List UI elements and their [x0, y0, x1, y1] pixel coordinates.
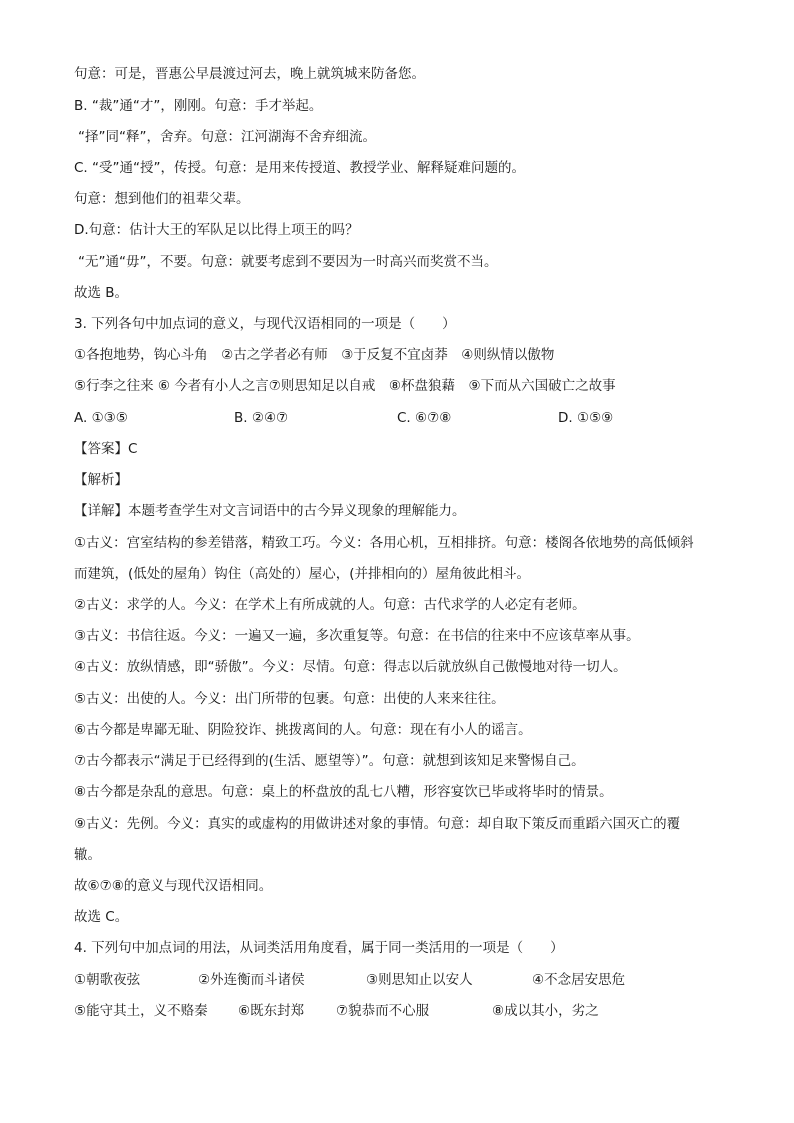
explanation-line: ④古义：放纵情感，即“骄傲”。今义：尽情。句意：得志以后就放纵自己傲慢地对待一切人。 — [74, 659, 627, 675]
answer-value: C — [128, 441, 138, 457]
explanation-line: ②古义：求学的人。今义：在学术上有所成就的人。句意：古代求学的人必定有老师。 — [74, 597, 586, 613]
question-4-items-row — [74, 970, 754, 990]
text-line: “无”通“毋”，不要。句意：就要考虑到不要因为一时高兴而奖赏不当。 — [78, 254, 498, 270]
answer-tag: 【答案】 — [74, 441, 128, 457]
q4-item: ②外连衡而斗诸侯 — [198, 972, 305, 988]
option-a: A. ①③⑤ — [74, 410, 128, 426]
q4-item: ⑥既东封郑 — [238, 1003, 305, 1019]
question-3-items: ⑤行李之往来 ⑥ 今者有小人之言⑦则思知足以自戒 ⑧杯盘狼藉 ⑨下而从六国破亡之故事 — [74, 378, 616, 394]
explanation-line: ⑥古今都是卑鄙无耻、阴险狡诈、挑拨离间的人。句意：现在有小人的谣言。 — [74, 722, 532, 738]
explanation-line: ⑦古今都表示“满足于已经得到的(生活、愿望等）”。句意：就想到该知足来警惕自己。 — [74, 753, 585, 769]
explanation-line: ①古义：宫室结构的参差错落，精致工巧。今义：各用心机，互相排挤。句意：楼阁各依地势的高低倾斜 — [74, 535, 694, 551]
q4-item: ⑤能守其土，义不赂秦 — [74, 1003, 208, 1019]
explanation-line: ⑨古义：先例。今义：真实的或虚构的用做讲述对象的事情。句意：却自取下策反而重蹈六国灭亡的覆 — [74, 816, 681, 832]
explanation-line: 而建筑，(低处的屋角）钩住（高处的）屋心，(并排相向的）屋角彼此相斗。 — [74, 566, 531, 582]
q4-item: ①朝歌夜弦 — [74, 972, 141, 988]
option-d: D. ①⑤⑨ — [558, 410, 614, 426]
conclusion-line: 故⑥⑦⑧的意义与现代汉语相同。 — [74, 878, 273, 894]
text-line: 句意：想到他们的祖辈父辈。 — [74, 191, 250, 207]
explanation-line: 辙。 — [74, 847, 101, 863]
question-3-items: ①各抱地势，钩心斗角 ②古之学者必有师 ③于反复不宜卤莽 ④则纵情以傲物 — [74, 347, 555, 363]
text-line: C. “受”通“授”，传授。句意：是用来传授道、教授学业、解释疑难问题的。 — [74, 160, 525, 176]
analysis-tag: 【解析】 — [74, 472, 128, 488]
explanation-line: ⑤古义：出使的人。今义：出门所带的包裹。句意：出使的人来来往往。 — [74, 691, 505, 707]
q4-item: ⑧成以其小，劣之 — [492, 1003, 599, 1019]
text-line: 故选 B。 — [74, 285, 129, 301]
explanation-line: ⑧古今都是杂乱的意思。句意：桌上的杯盘放的乱七八糟，形容宴饮已毕或将毕时的情景。 — [74, 784, 613, 800]
q4-item: ⑦貌恭而不心服 — [336, 1003, 430, 1019]
text-line: “择”同“释”，舍弃。句意：江河湖海不舍弃细流。 — [78, 129, 376, 145]
answer-line — [74, 439, 754, 459]
detail-text: 本题考查学生对文言词语中的古今异义现象的理解能力。 — [128, 503, 466, 519]
detail-tag: 【详解】 — [74, 503, 128, 519]
explanation-line: ③古义：书信往返。今义：一遍又一遍，多次重复等。句意：在书信的往来中不应该草率从事。 — [74, 628, 640, 644]
question-4-stem: 4. 下列句中加点词的用法，从词类活用角度看，属于同一类活用的一项是（ ） — [74, 940, 564, 956]
q4-item: ③则思知止以安人 — [366, 972, 473, 988]
choice-line: 故选 C。 — [74, 909, 129, 925]
question-3-options — [74, 408, 754, 428]
option-b: B. ②④⑦ — [234, 410, 289, 426]
question-3-stem: 3. 下列各句中加点词的意义，与现代汉语相同的一项是（ ） — [74, 316, 456, 332]
text-line: B. “裁”通“才”，刚刚。句意：手才举起。 — [74, 98, 323, 114]
question-4-items-row — [74, 1001, 754, 1021]
text-line: 句意：可是，晋惠公早晨渡过河去，晚上就筑城来防备您。 — [74, 66, 425, 82]
option-c: C. ⑥⑦⑧ — [397, 410, 452, 426]
q4-item: ④不念居安思危 — [532, 972, 626, 988]
text-line: D.句意：估计大王的军队足以比得上项王的吗？ — [74, 222, 359, 238]
detail-line — [74, 501, 754, 521]
